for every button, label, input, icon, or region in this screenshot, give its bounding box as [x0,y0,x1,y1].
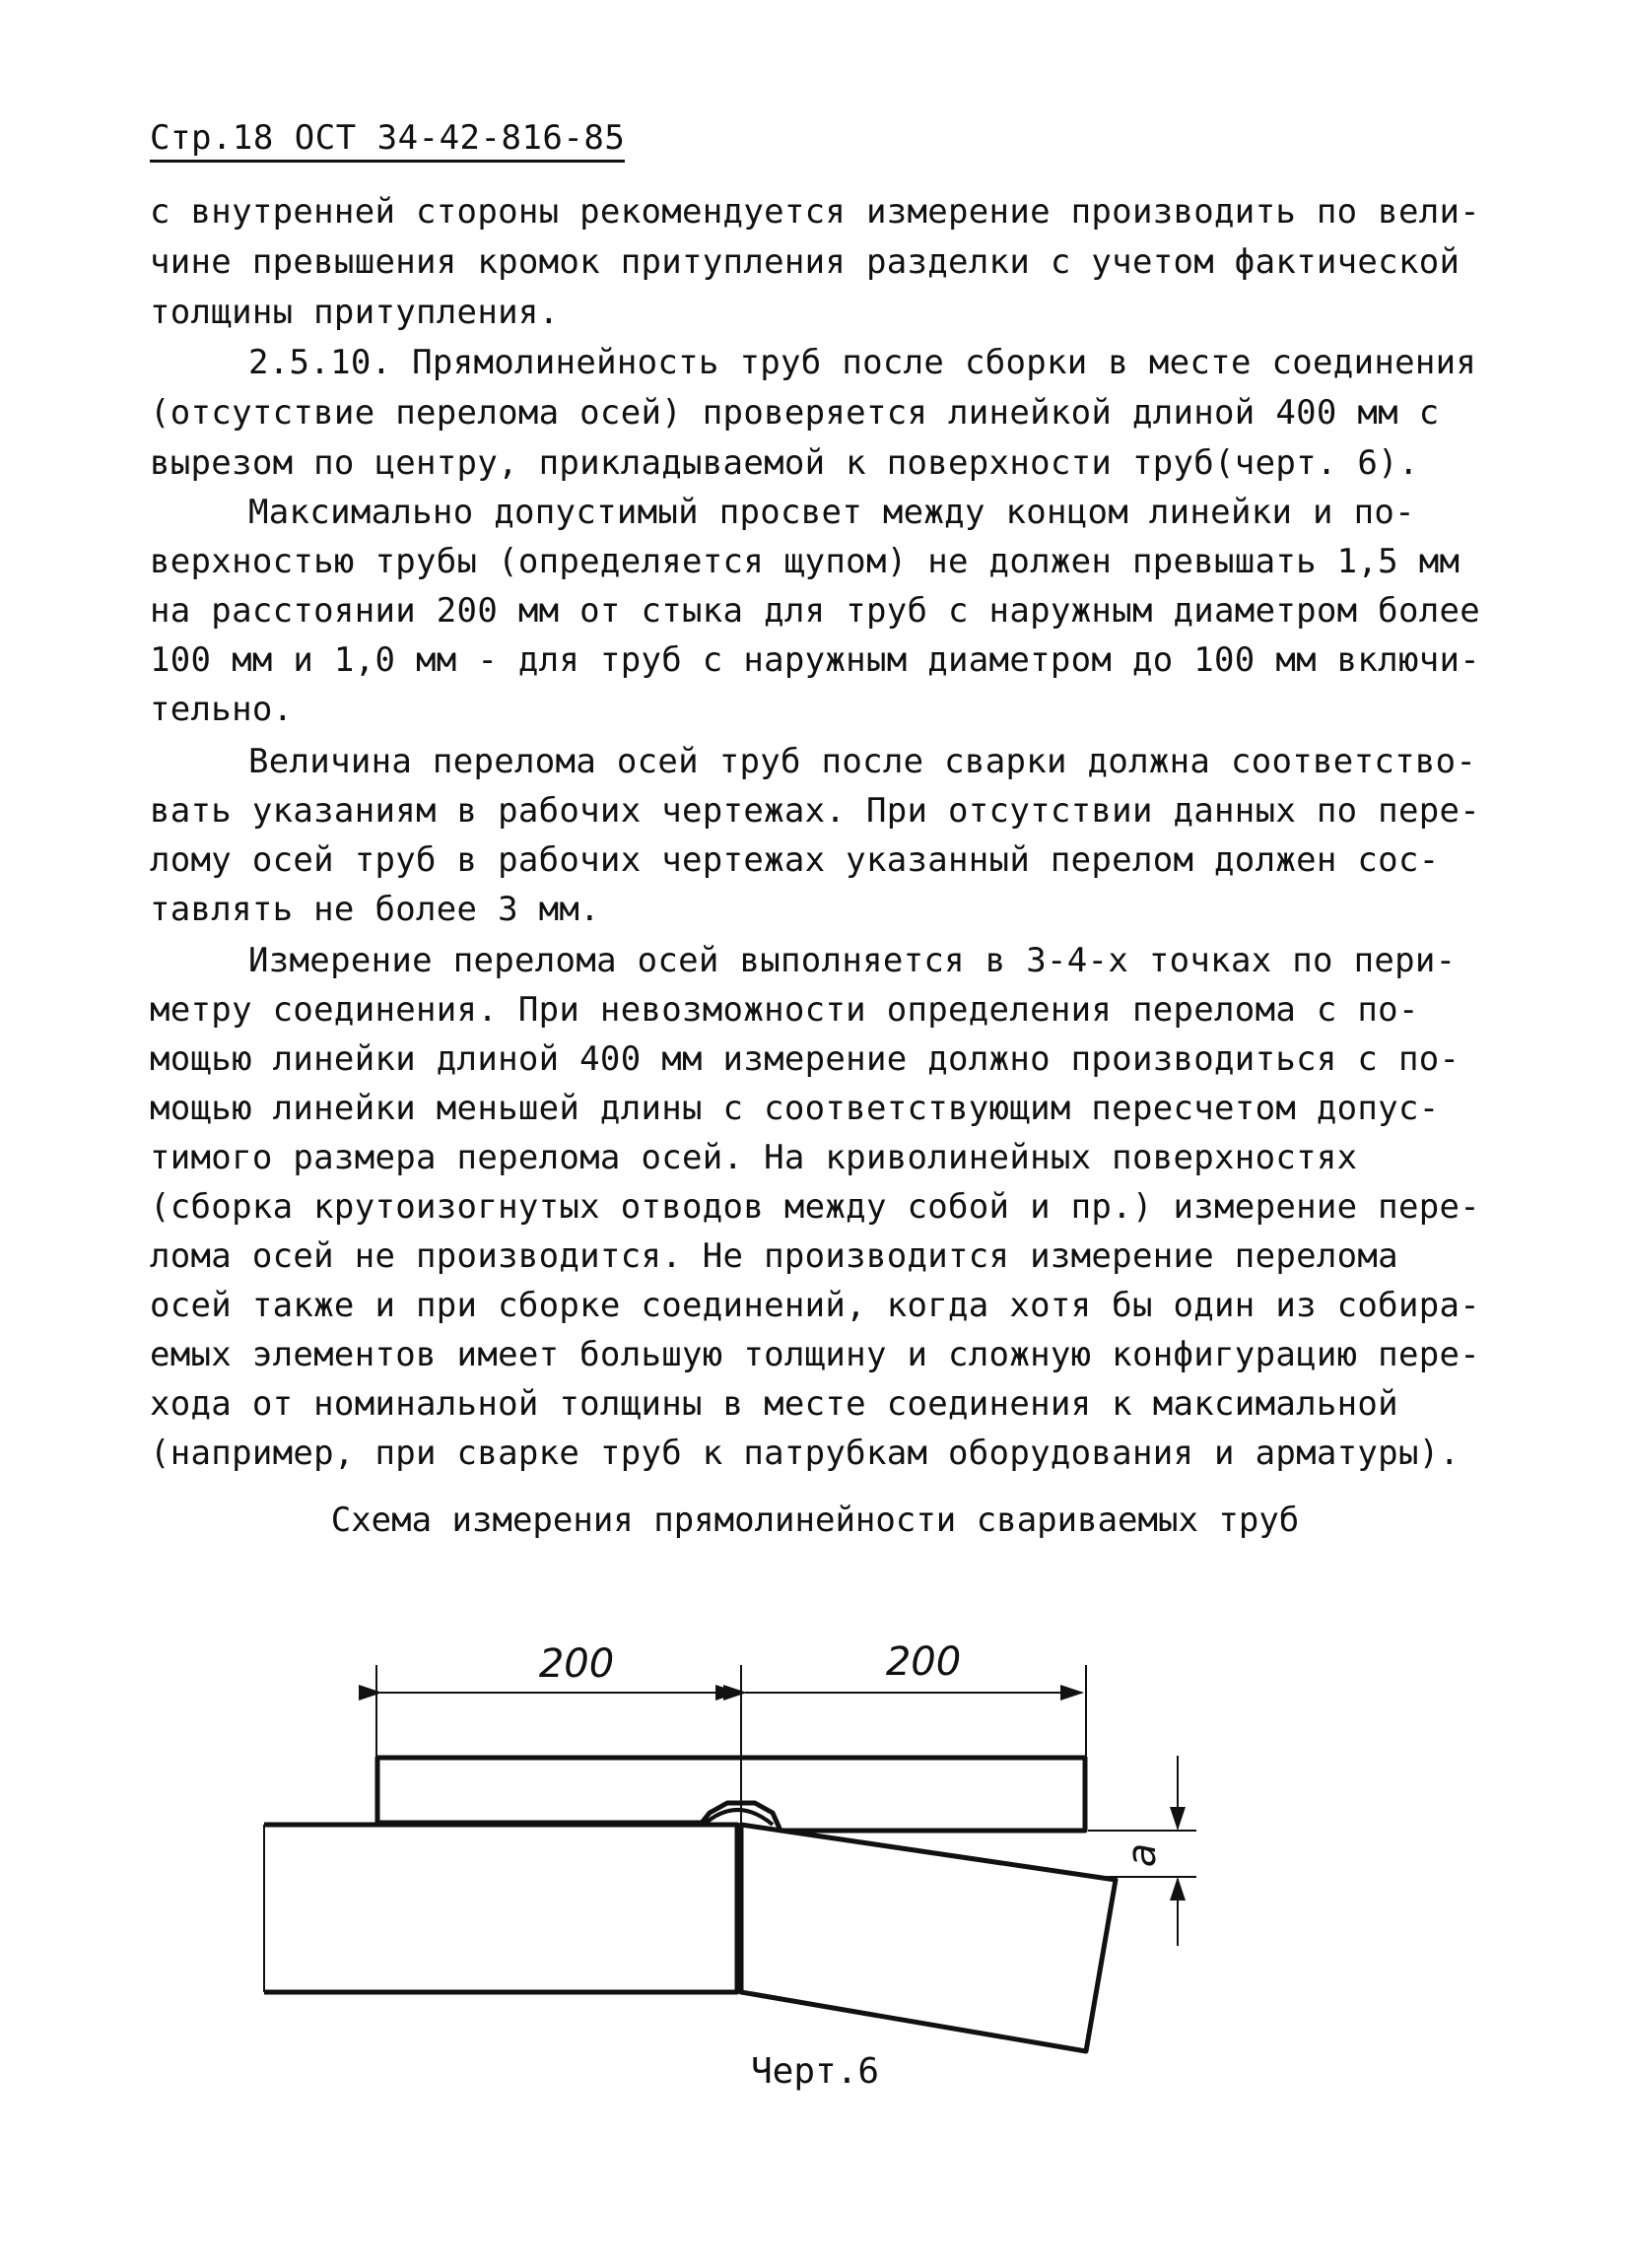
text-line: метру соединения. При невозможности определения перелома с по- [150,990,1419,1030]
figure-caption: Схема измерения прямолинейности свариваемых труб [330,1501,1300,1540]
text-line: Измерение перелома осей выполняется в 3-4-х точках по пери- [248,941,1457,980]
gap-label: a [1120,1842,1165,1868]
text-line: чине превышения кромок притупления разделки с учетом фактической [150,242,1460,282]
text-line: мощью линейки длиной 400 мм измерение должно производиться с по- [150,1039,1460,1079]
text-line: тимого размера перелома осей. На криволинейных поверхностях [150,1138,1358,1177]
text-line: Максимально допустимый просвет между концом линейки и по- [248,493,1415,532]
text-line: тельно. [150,690,294,729]
text-line: вать указаниям в рабочих чертежах. При отсутствии данных по пере- [150,791,1481,831]
text-line: лома осей не производится. Не производится измерение перелома [150,1236,1398,1276]
dimension-label-left: 200 [538,1641,615,1687]
text-line: (например, при сварке труб к патрубкам оборудования и арматуры). [150,1434,1460,1473]
figure-label: Черт.6 [750,2051,880,2092]
dimension-label-right: 200 [885,1639,962,1685]
text-line: (отсутствие перелома осей) проверяется линейкой длиной 400 мм с [150,393,1440,433]
text-line: Величина перелома осей труб после сварки должна соответство- [248,742,1477,781]
text-line: на расстоянии 200 мм от стыка для труб с наружным диаметром более [150,591,1481,631]
text-line: (сборка крутоизогнутых отводов между собой и пр.) измерение пере- [150,1187,1481,1227]
text-line: с внутренней стороны рекомендуется измерение производить по вели- [150,192,1481,232]
text-line: хода от номинальной толщины в месте соединения к максимальной [150,1384,1398,1424]
text-line: осей также и при сборке соединений, когда хотя бы один из собира- [150,1286,1481,1325]
right-pipe [741,1825,1116,2051]
text-line: 100 мм и 1,0 мм - для труб с наружным диаметром до 100 мм включи- [150,640,1481,680]
text-line: 2.5.10. Прямолинейность труб после сборки в месте соединения [248,343,1477,382]
ruler [377,1758,1085,1831]
page-header: Стр.18 ОСТ 34-42-816-85 [150,118,625,163]
text-line: мощью линейки меньшей длины с соответствующим пересчетом допус- [150,1089,1440,1128]
straightness-measurement-drawing [0,1576,1630,2128]
text-line: вырезом по центру, прикладываемой к поверхности труб(черт. 6). [150,443,1419,483]
left-pipe [264,1825,737,1992]
text-line: толщины притупления. [150,293,560,332]
text-line: лому осей труб в рабочих чертежах указанный перелом должен сос- [150,840,1440,880]
text-line: тавлять не более 3 мм. [150,890,600,929]
text-line: верхностью трубы (определяется щупом) не должен превышать 1,5 мм [150,542,1460,581]
text-line: емых элементов имеет большую толщину и сложную конфигурацию пере- [150,1335,1481,1374]
